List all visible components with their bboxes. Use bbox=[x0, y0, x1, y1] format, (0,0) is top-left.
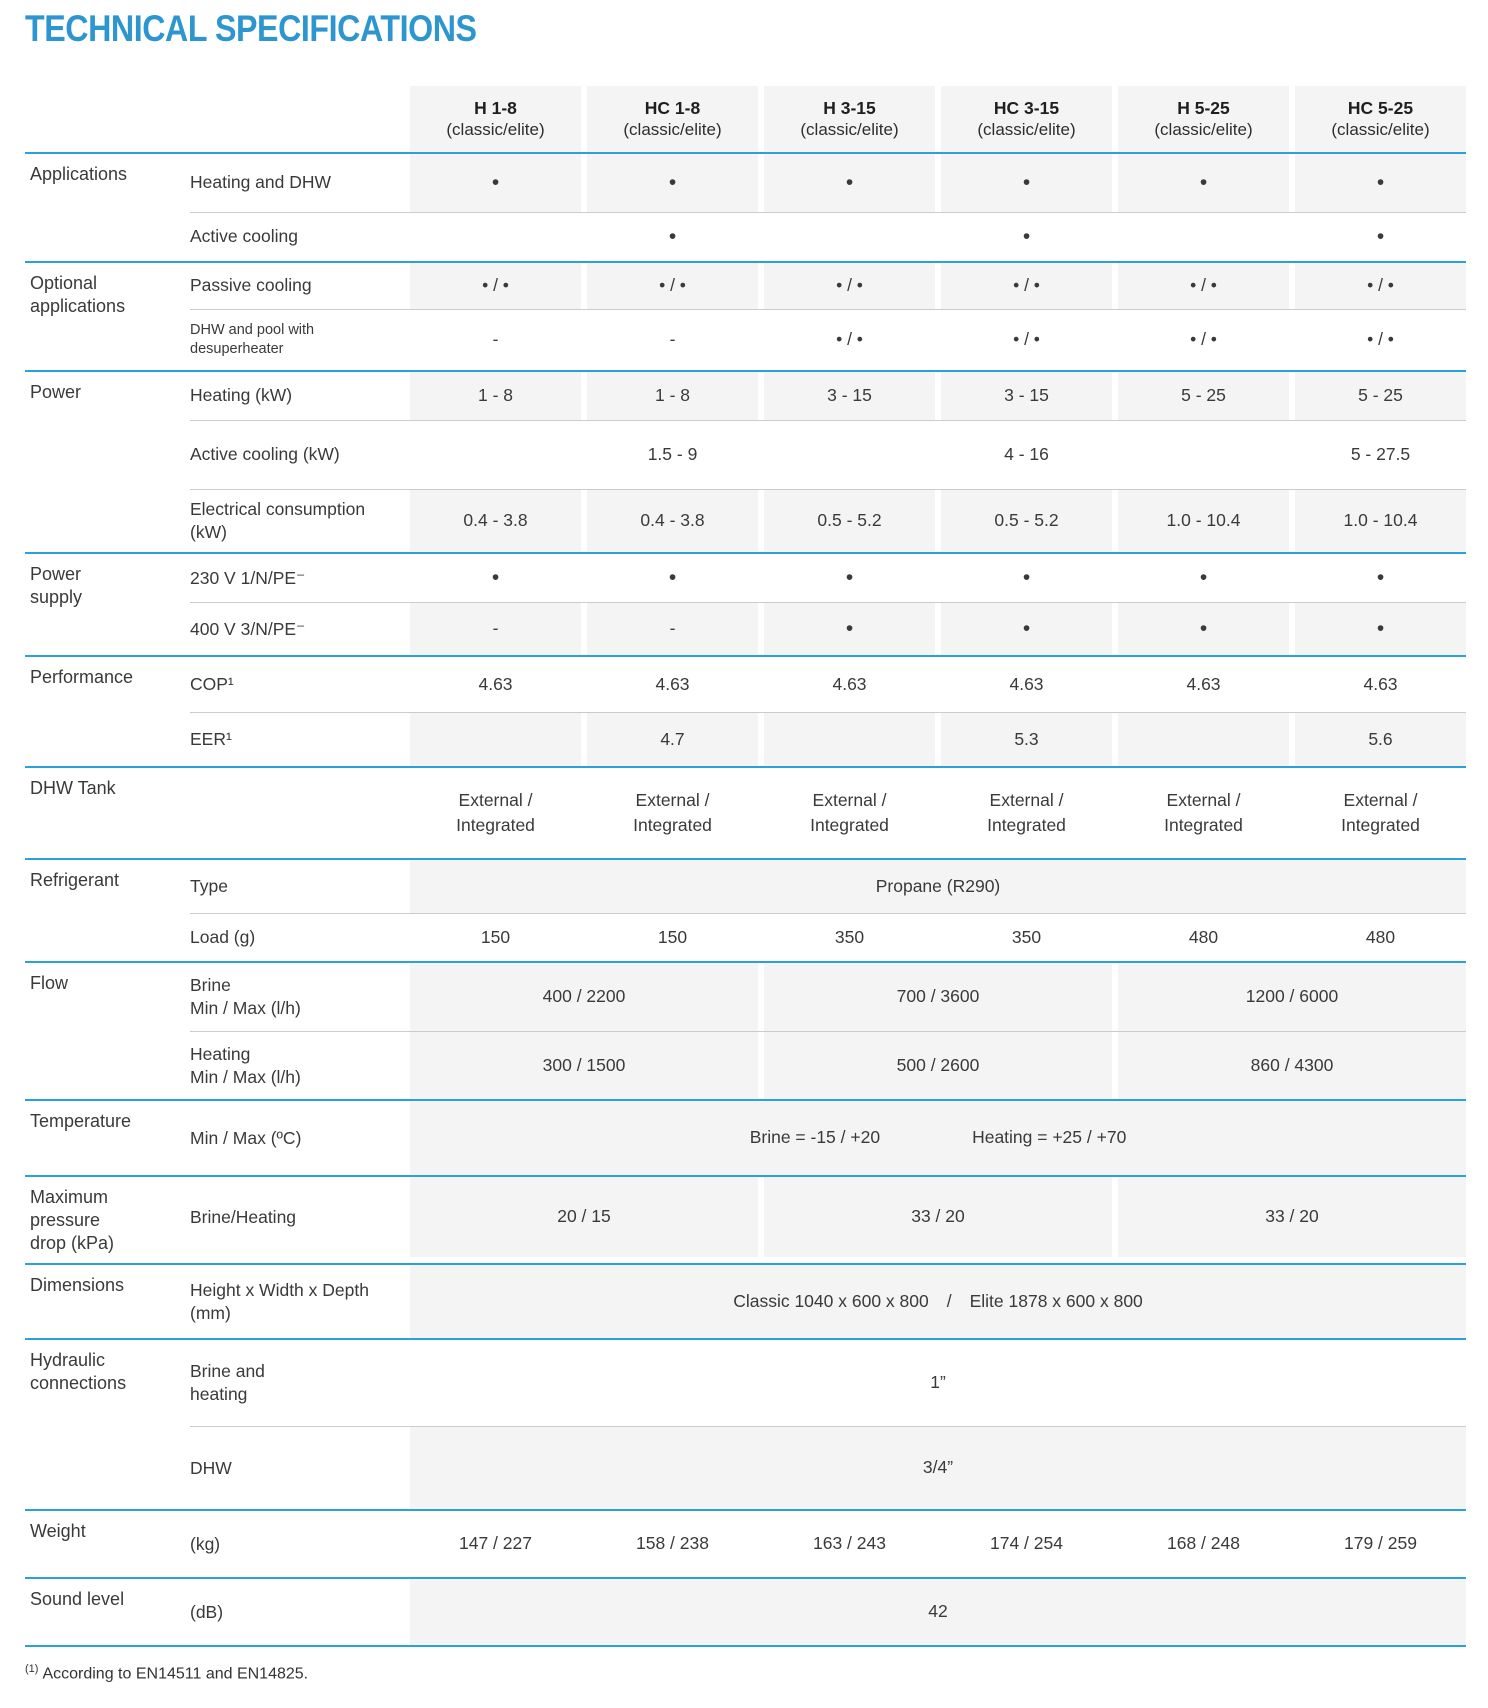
value-cell: 42 bbox=[410, 1579, 1466, 1645]
value-cell: 0.5 - 5.2 bbox=[764, 490, 935, 552]
row-label bbox=[190, 1340, 404, 1426]
value-cell: 33 / 20 bbox=[1118, 1177, 1466, 1257]
value-cell: • bbox=[668, 224, 677, 248]
row-label-line: heating bbox=[190, 1384, 248, 1405]
value-cell bbox=[1118, 421, 1289, 489]
value-cell: • / • bbox=[1190, 329, 1217, 350]
column-variant: (classic/elite) bbox=[446, 120, 545, 140]
spec-row bbox=[190, 1340, 1466, 1426]
value-cell bbox=[1118, 213, 1289, 261]
table-section bbox=[25, 152, 1466, 261]
column-variant: (classic/elite) bbox=[1154, 120, 1253, 140]
value-line: External / bbox=[812, 789, 887, 810]
value-cell: 150 bbox=[480, 926, 511, 947]
table-section bbox=[25, 1338, 1466, 1509]
spec-row bbox=[190, 602, 1466, 655]
row-label-line: Brine bbox=[190, 975, 231, 996]
table-section bbox=[25, 261, 1466, 370]
footnote-text: According to EN14511 and EN14825. bbox=[42, 1665, 309, 1683]
row-label: Brine/Heating bbox=[190, 1206, 297, 1227]
value-cell: • bbox=[764, 154, 935, 212]
table-section bbox=[25, 961, 1466, 1099]
value-cell bbox=[1118, 768, 1289, 858]
spec-row bbox=[190, 420, 1466, 489]
value-line: External / bbox=[989, 789, 1064, 810]
value-cell: • bbox=[941, 603, 1112, 655]
value-cell: 1.5 - 9 bbox=[647, 444, 698, 465]
section-rows bbox=[190, 1579, 1466, 1645]
value-cell bbox=[941, 768, 1112, 858]
value-cell: 0.4 - 3.8 bbox=[410, 490, 581, 552]
value-cell: 20 / 15 bbox=[410, 1177, 758, 1257]
row-label bbox=[190, 963, 404, 1031]
table-section bbox=[25, 1577, 1466, 1645]
category-label: Hydraulic connections bbox=[30, 1350, 127, 1394]
value-line: External / bbox=[1343, 789, 1418, 810]
value-cell: 1 - 8 bbox=[410, 372, 581, 420]
spec-row bbox=[190, 309, 1466, 370]
value-cell bbox=[410, 213, 581, 261]
section-rows bbox=[190, 657, 1466, 766]
value-cell: 5.3 bbox=[941, 713, 1112, 766]
value-cell: • bbox=[1022, 566, 1031, 590]
value-cell: • / • bbox=[1013, 329, 1040, 350]
section-rows bbox=[190, 860, 1466, 961]
row-label: Passive cooling bbox=[190, 275, 312, 296]
value-cell: • / • bbox=[941, 263, 1112, 309]
row-label bbox=[190, 1032, 404, 1099]
page-title: TECHNICAL SPECIFICATIONS bbox=[25, 8, 477, 49]
value-line: External / bbox=[635, 789, 710, 810]
spec-row bbox=[190, 489, 1466, 552]
value-cell: 33 / 20 bbox=[764, 1177, 1112, 1257]
spec-row bbox=[190, 1265, 1466, 1338]
table-section bbox=[25, 1263, 1466, 1338]
value-cell: • / • bbox=[587, 263, 758, 309]
category-label: Sound level bbox=[30, 1589, 125, 1610]
table-section bbox=[25, 552, 1466, 655]
value-cell: • bbox=[410, 154, 581, 212]
value-cell: 480 bbox=[1365, 926, 1396, 947]
category-label: Applications bbox=[30, 164, 128, 184]
section-rows bbox=[190, 1101, 1466, 1175]
value-line: Integrated bbox=[633, 815, 712, 836]
value-cell bbox=[764, 768, 935, 858]
category-label: DHW Tank bbox=[30, 778, 116, 799]
column-header bbox=[410, 86, 581, 152]
spec-table bbox=[25, 86, 1466, 1647]
row-label: DHW bbox=[190, 1457, 232, 1478]
footnote-marker: (1) bbox=[25, 1663, 39, 1676]
value-cell: 350 bbox=[834, 926, 865, 947]
value-cell: • bbox=[1022, 224, 1031, 248]
spec-row bbox=[190, 768, 1466, 858]
row-label: Min / Max (ºC) bbox=[190, 1127, 302, 1148]
value-cell: 0.5 - 5.2 bbox=[941, 490, 1112, 552]
value-cell: 168 / 248 bbox=[1167, 1533, 1240, 1554]
column-header bbox=[941, 86, 1112, 152]
value-cell bbox=[410, 1101, 1466, 1175]
value-cell: • bbox=[1295, 154, 1466, 212]
value-cell: • / • bbox=[1118, 263, 1289, 309]
value-cell: • / • bbox=[1295, 263, 1466, 309]
column-model: H 3-15 bbox=[823, 97, 876, 118]
value-text: / bbox=[946, 1290, 952, 1311]
category-label: Power bbox=[30, 382, 82, 402]
table-section bbox=[25, 858, 1466, 961]
column-header bbox=[587, 86, 758, 152]
value-cell: 1.0 - 10.4 bbox=[1295, 490, 1466, 552]
value-line: External / bbox=[1166, 789, 1241, 810]
value-cell: 1.0 - 10.4 bbox=[1118, 490, 1289, 552]
value-line: External / bbox=[458, 789, 533, 810]
row-label: Active cooling bbox=[190, 226, 298, 247]
value-text: Classic 1040 x 600 x 800 bbox=[733, 1290, 929, 1311]
row-label: Active cooling (kW) bbox=[190, 444, 340, 465]
value-line: Integrated bbox=[987, 815, 1066, 836]
value-cell: 5 - 25 bbox=[1118, 372, 1289, 420]
value-cell: 5 - 27.5 bbox=[1350, 444, 1411, 465]
column-model: H 5-25 bbox=[1177, 97, 1230, 118]
spec-row bbox=[190, 1426, 1466, 1509]
row-label bbox=[190, 768, 404, 858]
row-label-line: Min / Max (l/h) bbox=[190, 1066, 301, 1087]
value-cell: 163 / 243 bbox=[813, 1533, 886, 1554]
row-label: EER¹ bbox=[190, 729, 232, 750]
spec-row bbox=[190, 1177, 1466, 1257]
spec-row bbox=[190, 372, 1466, 420]
section-rows bbox=[190, 554, 1466, 655]
spec-row bbox=[190, 860, 1466, 913]
column-model: H 1-8 bbox=[474, 97, 517, 118]
spec-row bbox=[190, 712, 1466, 766]
row-label: Load (g) bbox=[190, 927, 256, 948]
value-cell: 4.7 bbox=[587, 713, 758, 766]
section-rows bbox=[190, 1265, 1466, 1338]
row-label: (kg) bbox=[190, 1533, 221, 1554]
category-label: Dimensions bbox=[30, 1275, 125, 1296]
section-rows bbox=[190, 768, 1466, 858]
value-cell bbox=[410, 1265, 1466, 1338]
row-label: Electrical consumption (kW) bbox=[190, 499, 366, 543]
column-model: HC 5-25 bbox=[1347, 97, 1414, 118]
value-cell: • bbox=[941, 154, 1112, 212]
value-cell bbox=[764, 213, 935, 261]
value-cell bbox=[1118, 713, 1289, 766]
row-label: (dB) bbox=[190, 1601, 224, 1622]
value-cell: 147 / 227 bbox=[459, 1533, 532, 1554]
value-cell: - bbox=[410, 603, 581, 655]
value-cell: 3 - 15 bbox=[764, 372, 935, 420]
spec-row bbox=[190, 554, 1466, 602]
value-cell: 4.63 bbox=[1009, 673, 1044, 694]
table-section bbox=[25, 766, 1466, 858]
value-cell: 0.4 - 3.8 bbox=[587, 490, 758, 552]
value-cell: 3 - 15 bbox=[941, 372, 1112, 420]
value-cell: 4.63 bbox=[478, 673, 513, 694]
footnote bbox=[25, 1663, 1466, 1683]
value-cell: • / • bbox=[836, 329, 863, 350]
row-label: COP¹ bbox=[190, 674, 234, 695]
value-cell: 480 bbox=[1188, 926, 1219, 947]
row-label: Type bbox=[190, 876, 228, 897]
value-cell: 174 / 254 bbox=[990, 1533, 1063, 1554]
spec-row bbox=[190, 657, 1466, 712]
value-cell: • / • bbox=[764, 263, 935, 309]
category-label: Weight bbox=[30, 1521, 86, 1542]
value-cell: 158 / 238 bbox=[636, 1533, 709, 1554]
value-cell: 1” bbox=[930, 1372, 946, 1393]
category-label: Maximum pressure drop (kPa) bbox=[30, 1187, 115, 1254]
table-section bbox=[25, 1175, 1466, 1263]
value-cell: • bbox=[845, 566, 854, 590]
column-model: HC 1-8 bbox=[644, 97, 701, 118]
value-cell: • bbox=[764, 603, 935, 655]
section-rows bbox=[190, 963, 1466, 1099]
column-header bbox=[1295, 86, 1466, 152]
row-label: 230 V 1/N/PE⁻ bbox=[190, 567, 306, 588]
category-label: Temperature bbox=[30, 1111, 132, 1132]
section-rows bbox=[190, 1177, 1466, 1263]
value-cell: 350 bbox=[1011, 926, 1042, 947]
section-rows bbox=[190, 154, 1466, 261]
column-variant: (classic/elite) bbox=[977, 120, 1076, 140]
spec-row bbox=[190, 263, 1466, 309]
value-cell: • / • bbox=[1367, 329, 1394, 350]
value-line: Integrated bbox=[456, 815, 535, 836]
value-cell: 1200 / 6000 bbox=[1118, 963, 1466, 1031]
value-cell: 500 / 2600 bbox=[764, 1032, 1112, 1099]
row-label: DHW and pool with desuperheater bbox=[190, 321, 315, 357]
column-header bbox=[1118, 86, 1289, 152]
value-cell: 400 / 2200 bbox=[410, 963, 758, 1031]
category-label: Optional applications bbox=[30, 273, 126, 317]
spec-row bbox=[190, 1579, 1466, 1645]
value-cell: 3/4” bbox=[410, 1427, 1466, 1509]
value-cell: • / • bbox=[410, 263, 581, 309]
spec-row bbox=[190, 1101, 1466, 1175]
section-rows bbox=[190, 1340, 1466, 1509]
value-cell: 5.6 bbox=[1295, 713, 1466, 766]
spec-row bbox=[190, 913, 1466, 961]
value-text: Elite 1878 x 600 x 800 bbox=[969, 1290, 1143, 1311]
header-row bbox=[190, 86, 1466, 152]
spec-row bbox=[190, 1031, 1466, 1099]
spec-row bbox=[190, 963, 1466, 1031]
value-cell bbox=[1295, 768, 1466, 858]
value-cell bbox=[764, 713, 935, 766]
table-section bbox=[25, 655, 1466, 766]
value-cell: 150 bbox=[657, 926, 688, 947]
value-line: Integrated bbox=[810, 815, 889, 836]
column-model: HC 3-15 bbox=[993, 97, 1060, 118]
row-label-line: Min / Max (l/h) bbox=[190, 998, 301, 1019]
value-cell: • bbox=[1199, 566, 1208, 590]
value-cell: • bbox=[1118, 603, 1289, 655]
value-cell: 179 / 259 bbox=[1344, 1533, 1417, 1554]
value-cell: 300 / 1500 bbox=[410, 1032, 758, 1099]
value-cell: • bbox=[668, 566, 677, 590]
value-cell: 5 - 25 bbox=[1295, 372, 1466, 420]
value-cell: 1 - 8 bbox=[587, 372, 758, 420]
value-cell: • bbox=[587, 154, 758, 212]
section-rows bbox=[190, 372, 1466, 552]
value-line: Integrated bbox=[1341, 815, 1420, 836]
value-cell bbox=[410, 713, 581, 766]
value-cell: • bbox=[1376, 566, 1385, 590]
spec-row bbox=[190, 1511, 1466, 1577]
value-cell bbox=[587, 768, 758, 858]
row-label: 400 V 3/N/PE⁻ bbox=[190, 618, 306, 639]
column-header bbox=[764, 86, 935, 152]
table-section bbox=[25, 1509, 1466, 1577]
value-cell: 860 / 4300 bbox=[1118, 1032, 1466, 1099]
value-cell: 4 - 16 bbox=[1004, 444, 1049, 465]
column-variant: (classic/elite) bbox=[800, 120, 899, 140]
value-cell: 700 / 3600 bbox=[764, 963, 1112, 1031]
value-cell: 4.63 bbox=[832, 673, 867, 694]
value-text: Heating = +25 / +70 bbox=[972, 1127, 1127, 1148]
value-cell: 4.63 bbox=[1186, 673, 1221, 694]
category-label: Power supply bbox=[30, 564, 83, 608]
value-cell: Propane (R290) bbox=[410, 860, 1466, 913]
spec-row bbox=[190, 154, 1466, 212]
table-section bbox=[25, 1099, 1466, 1175]
table-body bbox=[25, 152, 1466, 1645]
value-cell bbox=[410, 768, 581, 858]
spec-row bbox=[190, 212, 1466, 261]
value-cell: - bbox=[669, 329, 676, 350]
value-cell bbox=[764, 421, 935, 489]
row-label: Heating (kW) bbox=[190, 385, 293, 406]
value-text: Brine = -15 / +20 bbox=[749, 1127, 881, 1148]
row-label-line: Brine and bbox=[190, 1361, 265, 1382]
table-section bbox=[25, 370, 1466, 552]
value-cell: - bbox=[492, 329, 499, 350]
value-cell: • bbox=[491, 566, 500, 590]
category-label: Flow bbox=[30, 973, 69, 994]
value-cell: • bbox=[1295, 603, 1466, 655]
row-label-line: Heating bbox=[190, 1043, 251, 1064]
value-cell bbox=[410, 421, 581, 489]
value-line: Integrated bbox=[1164, 815, 1243, 836]
column-variant: (classic/elite) bbox=[1331, 120, 1430, 140]
section-rows bbox=[190, 263, 1466, 370]
column-variant: (classic/elite) bbox=[623, 120, 722, 140]
value-cell: - bbox=[587, 603, 758, 655]
value-cell: • bbox=[1376, 224, 1385, 248]
row-label: Heating and DHW bbox=[190, 172, 332, 193]
value-cell: • bbox=[1118, 154, 1289, 212]
category-label: Refrigerant bbox=[30, 870, 120, 891]
value-cell: 4.63 bbox=[1363, 673, 1398, 694]
section-rows bbox=[190, 1511, 1466, 1577]
row-label: Height x Width x Depth (mm) bbox=[190, 1279, 369, 1323]
value-cell: 4.63 bbox=[655, 673, 690, 694]
category-label: Performance bbox=[30, 667, 134, 688]
